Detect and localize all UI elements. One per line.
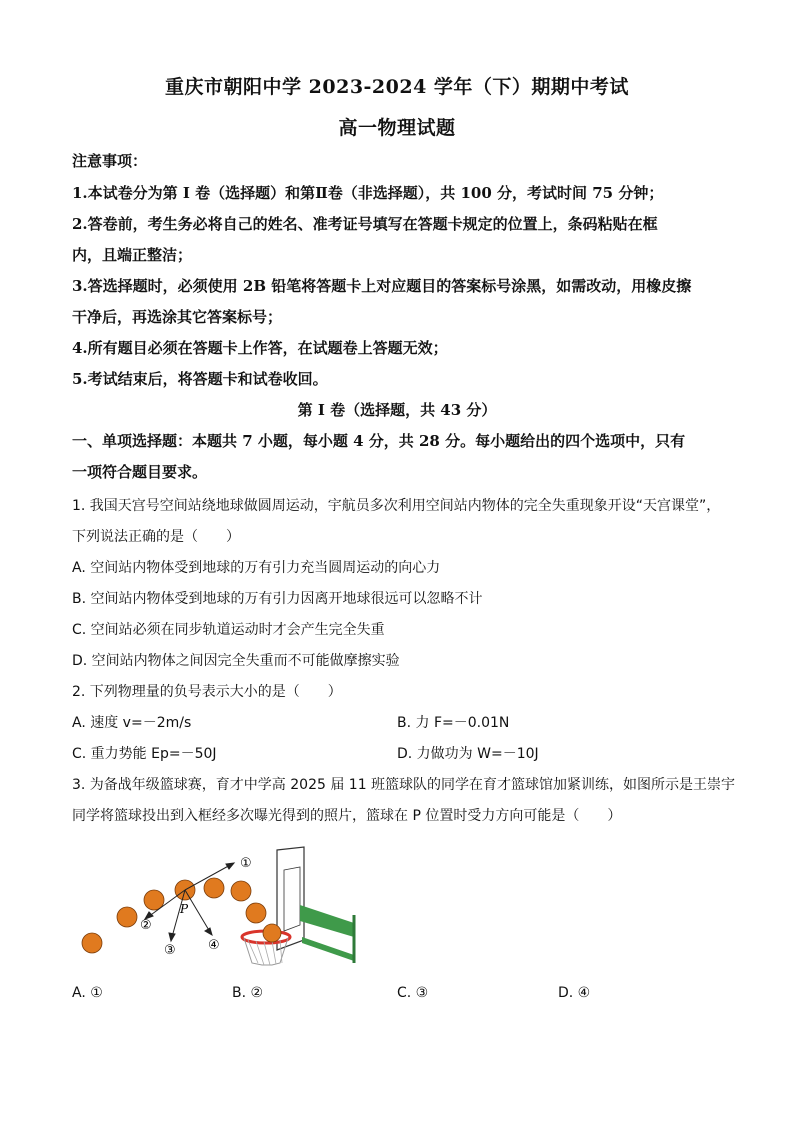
q1-option-d: D. 空间站内物体之间因完全失重而不可能做摩擦实验 xyxy=(72,653,400,669)
q3-option-c: C. ③ xyxy=(397,985,429,1001)
label-p: P xyxy=(180,902,189,916)
label-3: ③ xyxy=(164,943,176,958)
q1-option-b: B. 空间站内物体受到地球的万有引力因离开地球很远可以忽略不计 xyxy=(72,591,483,607)
q1-option-a: A. 空间站内物体受到地球的万有引力充当圆周运动的向心力 xyxy=(72,560,441,576)
exam-title: 重庆市朝阳中学 2023-2024 学年（下）期期中考试 xyxy=(165,76,629,98)
basketball-trajectory-figure xyxy=(72,845,362,970)
notice-item: 1.本试卷分为第 I 卷（选择题）和第Ⅱ卷（非选择题），共 100 分，考试时间 75 分钟； xyxy=(72,184,664,202)
arrowhead xyxy=(226,863,234,869)
section-instructions: 一项符合题目要求。 xyxy=(72,463,208,481)
support-arm xyxy=(300,905,354,937)
notice-item: 5.考试结束后，将答题卡和试卷收回。 xyxy=(72,370,328,388)
exam-subtitle: 高一物理试题 xyxy=(338,117,456,139)
arrowhead xyxy=(205,928,212,935)
arrowhead xyxy=(169,933,175,941)
q3-stem: 3. 为备战年级篮球赛，育才中学高 2025 届 11 班篮球队的同学在育才篮球馆加紧训练，如图所示是王崇宇 xyxy=(72,777,736,793)
q3-option-a: A. ① xyxy=(72,985,103,1001)
basketball xyxy=(204,878,224,898)
label-1: ① xyxy=(240,856,252,871)
q2-option-d: D. 力做功为 W=－10J xyxy=(397,746,539,762)
q2-stem: 2. 下列物理量的负号表示大小的是（ ） xyxy=(72,684,342,700)
notice-item: 2.答卷前，考生务必将自己的姓名、准考证号填写在答题卡规定的位置上，条码粘贴在框 xyxy=(72,215,658,233)
notice-heading: 注意事项： xyxy=(72,152,148,170)
section-instructions: 一、单项选择题：本题共 7 小题，每小题 4 分，共 28 分。每小题给出的四个选项中，只有 xyxy=(72,432,686,450)
basketball xyxy=(231,881,251,901)
label-2: ② xyxy=(140,918,152,933)
support-arm xyxy=(302,937,354,961)
notice-item: 内，且端正整洁； xyxy=(72,246,193,264)
q2-option-a: A. 速度 v=－2m/s xyxy=(72,715,192,731)
arrow-4 xyxy=(185,890,210,932)
basketball xyxy=(82,933,102,953)
q2-option-c: C. 重力势能 Ep=－50J xyxy=(72,746,217,762)
basketball-figure-svg xyxy=(72,845,362,970)
part1-heading: 第 I 卷（选择题，共 43 分） xyxy=(297,401,497,419)
label-4: ④ xyxy=(208,938,220,953)
basketball xyxy=(117,907,137,927)
notice-item: 干净后，再选涂其它答案标号； xyxy=(72,308,283,326)
q2-option-b: B. 力 F=－0.01N xyxy=(397,715,510,731)
q3-option-d: D. ④ xyxy=(558,985,591,1001)
q1-stem: 1. 我国天宫号空间站绕地球做圆周运动，宇航员多次利用空间站内物体的完全失重现象开设“天宫课堂”， xyxy=(72,498,721,514)
q1-option-c: C. 空间站必须在同步轨道运动时才会产生完全失重 xyxy=(72,622,385,638)
q3-option-b: B. ② xyxy=(232,985,264,1001)
notice-item: 3.答选择题时，必须使用 2B 铅笔将答题卡上对应题目的答案标号涂黑，如需改动，用橡皮擦 xyxy=(72,277,692,295)
basketball xyxy=(246,903,266,923)
basketball xyxy=(263,924,281,942)
q3-stem: 同学将篮球投出到入框经多次曝光得到的照片，篮球在 P 位置时受力方向可能是（ ） xyxy=(72,808,622,824)
q1-stem: 下列说法正确的是（ ） xyxy=(72,529,240,545)
notice-item: 4.所有题目必须在答题卡上作答，在试题卷上答题无效； xyxy=(72,339,448,357)
